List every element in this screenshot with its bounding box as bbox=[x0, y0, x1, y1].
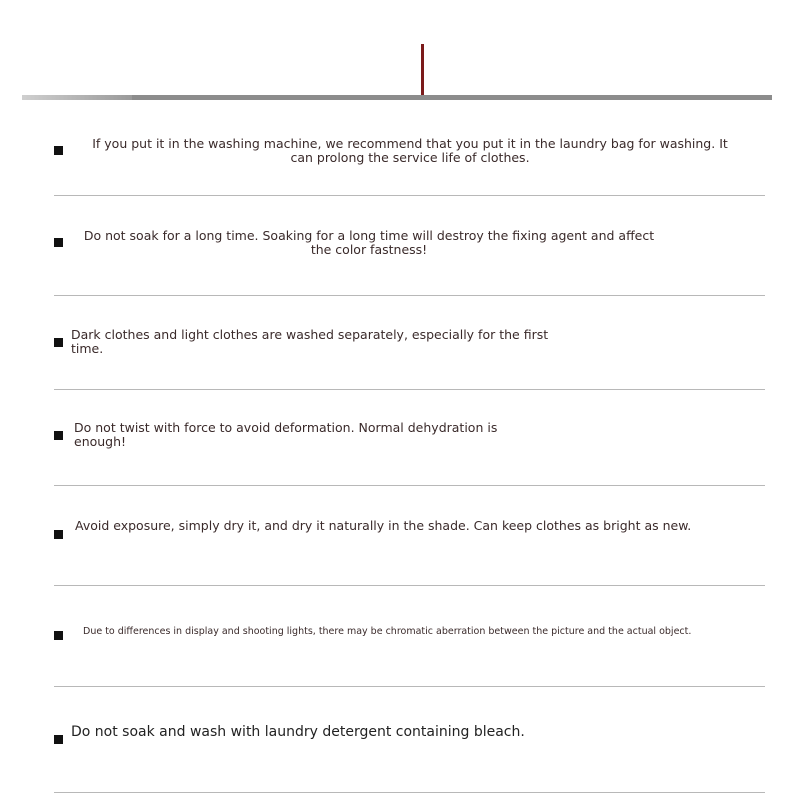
bullet-icon bbox=[54, 530, 63, 539]
instruction-row bbox=[54, 586, 765, 687]
bullet-icon bbox=[54, 431, 63, 440]
instruction-row bbox=[54, 100, 765, 196]
instruction-row bbox=[54, 687, 765, 793]
instruction-text: If you put it in the washing machine, we recommend that you put it in the laundry bag for washing. It can prolong the service life of clothes. bbox=[92, 136, 728, 165]
red-accent-line bbox=[421, 44, 424, 95]
bullet-icon bbox=[54, 735, 63, 744]
bullet-icon bbox=[54, 146, 63, 155]
instruction-row bbox=[54, 196, 765, 296]
bullet-icon bbox=[54, 238, 63, 247]
instruction-row bbox=[54, 390, 765, 486]
bullet-icon bbox=[54, 631, 63, 640]
instruction-text: Do not soak and wash with laundry detergent containing bleach. bbox=[71, 724, 525, 740]
bullet-icon bbox=[54, 338, 63, 347]
instruction-row bbox=[54, 486, 765, 586]
instruction-text: Due to differences in display and shooting lights, there may be chromatic aberration between the picture and the actual object. bbox=[83, 626, 692, 637]
instruction-text: Do not soak for a long time. Soaking for a long time will destroy the fixing agent and affect the color fastness! bbox=[83, 228, 655, 257]
instruction-row bbox=[54, 296, 765, 390]
instruction-text: Do not twist with force to avoid deformation. Normal dehydration is enough! bbox=[74, 420, 498, 449]
instruction-text: Dark clothes and light clothes are washed separately, especially for the first time. bbox=[71, 327, 549, 356]
instruction-text: Avoid exposure, simply dry it, and dry it naturally in the shade. Can keep clothes as bright as new. bbox=[75, 518, 692, 533]
